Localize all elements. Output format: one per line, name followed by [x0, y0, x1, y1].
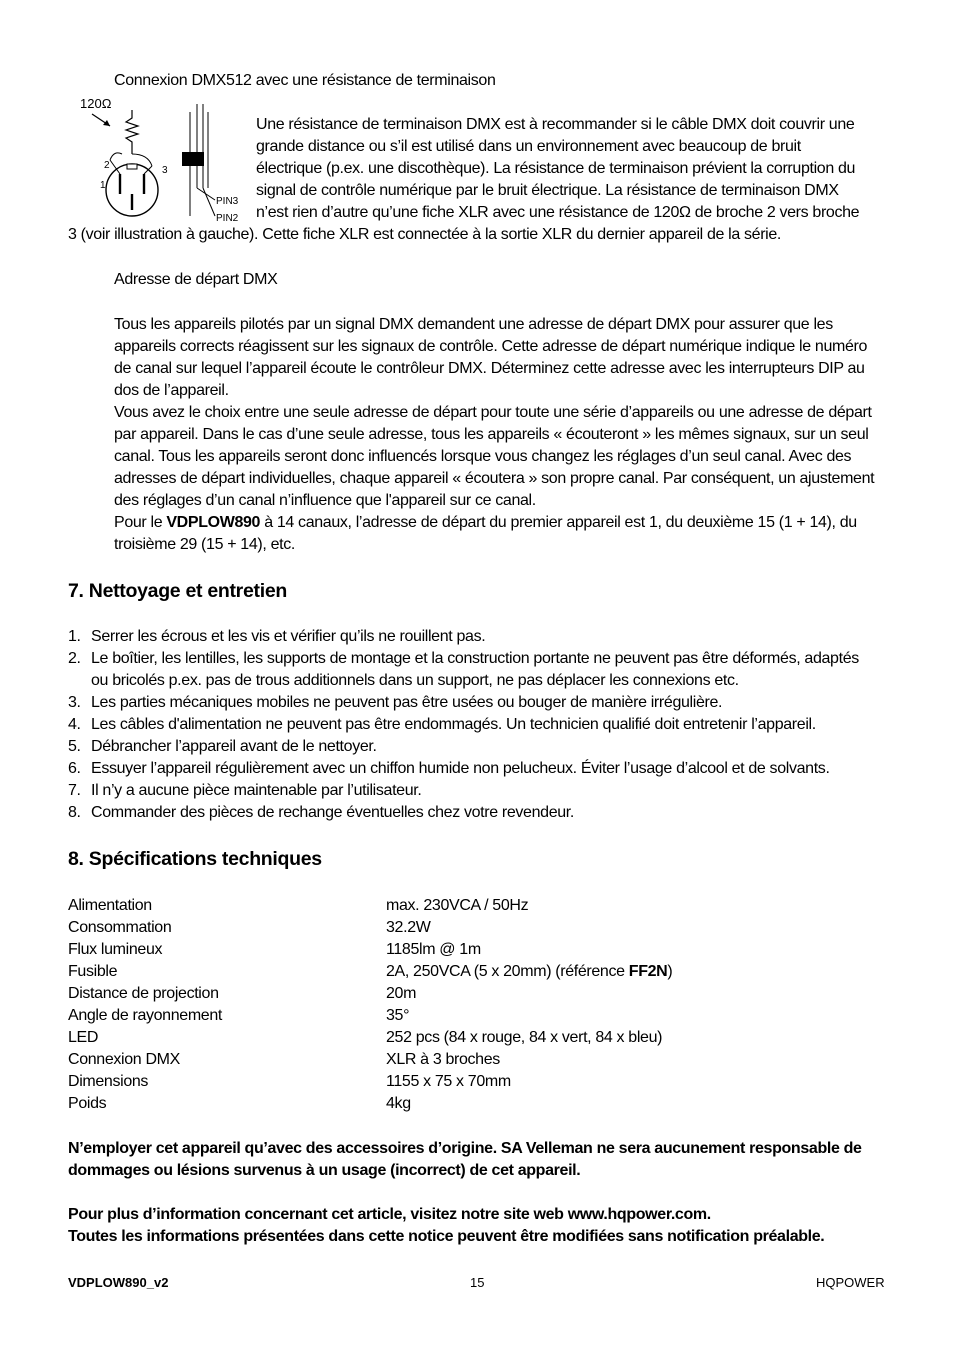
list-item: 1. Serrer les écrous et les vis et vérifier qu’ils ne rouillent pas.	[68, 628, 486, 645]
pin-number-1: 1	[100, 180, 106, 191]
resistor-label: 120Ω	[80, 96, 112, 111]
termination-text-line-3: électrique (p.ex. une discothèque). La résistance de terminaison prévient la corruption du	[256, 160, 856, 177]
model-name: VDPLOW890	[166, 514, 261, 531]
list-item: 5. Débrancher l’appareil avant de le nettoyer.	[68, 738, 377, 755]
spec-row: Angle de rayonnement 35°	[68, 1007, 410, 1024]
section-7-heading: 7. Nettoyage et entretien	[68, 580, 287, 602]
termination-text-line-5: n’est rien d’autre qu’une fiche XLR avec une résistance de 120Ω de broche 2 vers broche	[256, 204, 860, 221]
disclaimer-notice: Toutes les informations présentées dans cette notice peuvent être modifiées sans notification préalable.	[68, 1228, 825, 1245]
list-item: 7. Il n’y a aucune pièce maintenable par l’utilisateur.	[68, 782, 422, 799]
spec-row: Alimentation max. 230VCA / 50Hz	[68, 897, 529, 914]
spec-row: LED 252 pcs (84 x rouge, 84 x vert, 84 x bleu)	[68, 1029, 663, 1046]
dmx-address-paragraph-3: Pour le VDPLOW890 à 14 canaux, l’adresse de départ du premier appareil est 1, du deuxième 15 (1 + 14), du troisième 29 (15 + 14), etc.	[114, 514, 857, 553]
warning-notice: N’employer cet appareil qu’avec des accessoires d’origine. SA Velleman ne sera aucunement responsable de dommages ou lésions survenus à un usage (incorrect) de cet appareil.	[68, 1140, 862, 1179]
dmx-address-heading: Adresse de départ DMX	[114, 271, 278, 288]
list-item: 4. Les câbles d'alimentation ne peuvent pas être endommagés. Un technicien qualifié doit entretenir l’appareil.	[68, 716, 816, 733]
info-notice: Pour plus d’information concernant cet article, visitez notre site web www.hqpower.com.	[68, 1206, 711, 1223]
spec-row: Flux lumineux 1185lm @ 1m	[68, 941, 481, 958]
termination-text-line-2: grande distance ou s’il est utilisé dans un environnement avec beaucoup de bruit	[256, 138, 801, 155]
pin-number-2: 2	[104, 160, 110, 171]
pin2-label: PIN2	[216, 213, 239, 224]
termination-heading: Connexion DMX512 avec une résistance de terminaison	[114, 72, 496, 89]
footer-model: VDPLOW890_v2	[68, 1275, 169, 1290]
list-item: 6. Essuyer l’appareil régulièrement avec un chiffon humide non pelucheux. Éviter l’usage d’alcool et de solvants.	[68, 760, 830, 777]
spec-row: Consommation 32.2W	[68, 919, 431, 936]
list-item: 8. Commander des pièces de rechange éventuelles chez votre revendeur.	[68, 804, 574, 821]
xlr-termination-illustration	[70, 92, 245, 226]
termination-text-line-6: 3 (voir illustration à gauche). Cette fiche XLR est connectée à la sortie XLR du dernier appareil de la série.	[68, 226, 782, 243]
spec-row: Poids 4kg	[68, 1095, 411, 1112]
section-8-heading: 8. Spécifications techniques	[68, 848, 322, 870]
dmx-address-paragraph-1: Tous les appareils pilotés par un signal DMX demandent une adresse de départ DMX pour assurer que les appareils corrects réagissent sur les signaux de contrôle. Cette adresse de départ numérique indique le numéro de canal sur lequel l’appareil écoute le contrôleur DMX. Déterminez cette adresse avec les interrupteurs DIP au dos de l’appareil.	[114, 316, 868, 399]
pin-number-3: 3	[162, 165, 168, 176]
fuse-reference: FF2N	[628, 963, 668, 980]
pin3-label: PIN3	[216, 196, 239, 207]
spec-row: Connexion DMX XLR à 3 broches	[68, 1051, 500, 1068]
cleaning-list	[68, 626, 868, 824]
specs-table	[68, 895, 868, 1115]
footer-page-number: 15	[470, 1275, 485, 1290]
spec-row: Fusible 2A, 250VCA (5 x 20mm) (référence FF2N)	[68, 963, 673, 980]
list-item: 3. Les parties mécaniques mobiles ne peuvent pas être usées ou bouger de manière irrégulière.	[68, 694, 723, 711]
spec-row: Distance de projection 20m	[68, 985, 417, 1002]
dmx-address-paragraph-2: Vous avez le choix entre une seule adresse de départ pour toute une série d’appareils ou une adresse de départ par appareil. Dans le cas d’une seule adresse, tous les appareils « écouteront » les mêmes signaux, sur un seul canal. Tous les appareils seront donc influencés lorsque vous changez les réglages d’un seul canal. Avec des adresses de départ individuelles, chaque appareil « écoutera » son propre canal. Par conséquent, un ajustement des réglages d’un canal n’influence que l'appareil sur ce canal.	[114, 404, 875, 509]
footer-brand: HQPOWER	[816, 1275, 885, 1290]
list-item: 2. Le boîtier, les lentilles, les supports de montage et la construction portante ne peuvent pas être déformés, adaptés ou bricolés p.ex. pas de trous additionnels dans un support, ne pas déplacer les connexions etc.	[68, 650, 859, 689]
spec-row: Dimensions 1155 x 75 x 70mm	[68, 1073, 511, 1090]
termination-text-line-4: signal de contrôle numérique par le bruit électrique. La résistance de terminaison DMX	[256, 182, 839, 199]
dmx-address-body	[114, 314, 884, 556]
termination-text-line-1: Une résistance de terminaison DMX est à recommander si le câble DMX doit couvrir une	[256, 116, 855, 133]
